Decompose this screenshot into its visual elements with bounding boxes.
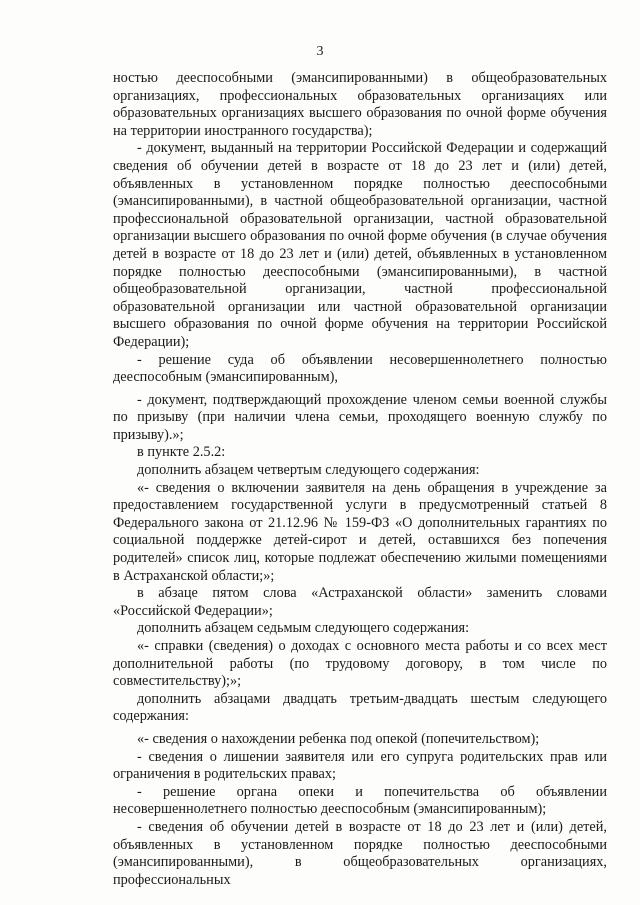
paragraph-13: - сведения о лишении заявителя или его супруга родительских прав или ограничения в родительских правах; [113, 748, 607, 783]
paragraph-3: - решение суда об объявлении несовершеннолетнего полностью дееспособным (эмансипированным), [113, 351, 607, 386]
paragraph-14: - решение органа опеки и попечительства об объявлении несовершеннолетнего полностью дееспособным (эмансипированным); [113, 783, 607, 818]
paragraph-15: - сведения об обучении детей в возрасте от 18 до 23 лет и (или) детей, объявленных в установленном порядке полностью дееспособными (эмансипированными), в общеобразовательных организациях, профессиональных [113, 818, 607, 888]
paragraph-4: - документ, подтверждающий прохождение членом семьи военной службы по призыву (при наличии члена семьи, проходящего военную службу по призыву).»; [113, 391, 607, 443]
paragraph-2: - документ, выданный на территории Российской Федерации и содержащий сведения об обучении детей в возрасте от 18 до 23 лет и (или) детей, объявленных в установленном порядке полностью дееспособными (эмансипированными), в частной общеобразовательной организации, частной профессиональной образовательной организации, частной образовательной организации высшего образования по очной форме обучения (в случае обучения детей в возрасте от 18 до 23 лет и (или) детей, объявленных в установленном порядке полностью дееспособными (эмансипированными), в частной общеобразовательной организации, частной профессиональной образовательной организации или частной образовательной организации высшего образования по очной форме обучения на территории Российской Федерации); [113, 140, 607, 350]
paragraph-12: «- сведения о нахождении ребенка под опекой (попечительством); [137, 730, 540, 747]
paragraph-11: дополнить абзацами двадцать третьим-двадцать шестым следующего содержания: [113, 690, 607, 725]
paragraph-10: «- справки (сведения) о доходах с основного места работы и со всех мест дополнительной работы (по трудовому договору, в том числе по совместительству);»; [113, 638, 607, 690]
paragraph-1: ностью дееспособными (эмансипированными) в общеобразовательных организациях, профессиональных образовательных организациях или образовательных организациях высшего образования по очной форме обучения на территории иностранного государства); [113, 70, 607, 139]
paragraph-6: дополнить абзацем четвертым следующего содержания: [137, 462, 480, 479]
page-number: 3 [316, 44, 324, 59]
paragraph-5: в пункте 2.5.2: [137, 444, 226, 461]
paragraph-7: «- сведения о включении заявителя на день обращения в учреждение за предоставлением государственной услуги в предусмотренный статьей 8 Федерального закона от 21.12.96 № 159-ФЗ «О дополнительных гарантиях по социальной поддержке детей-сирот и детей, оставшихся без попечения родителей» список лиц, которые подлежат обеспечению жилыми помещениями в Астраханской области;»; [113, 479, 607, 584]
paragraph-8: в абзаце пятом слова «Астраханской области» заменить словами «Российской Федерации»; [113, 585, 607, 619]
paragraph-9: дополнить абзацем седьмым следующего содержания: [137, 620, 470, 637]
document-body [113, 70, 607, 889]
